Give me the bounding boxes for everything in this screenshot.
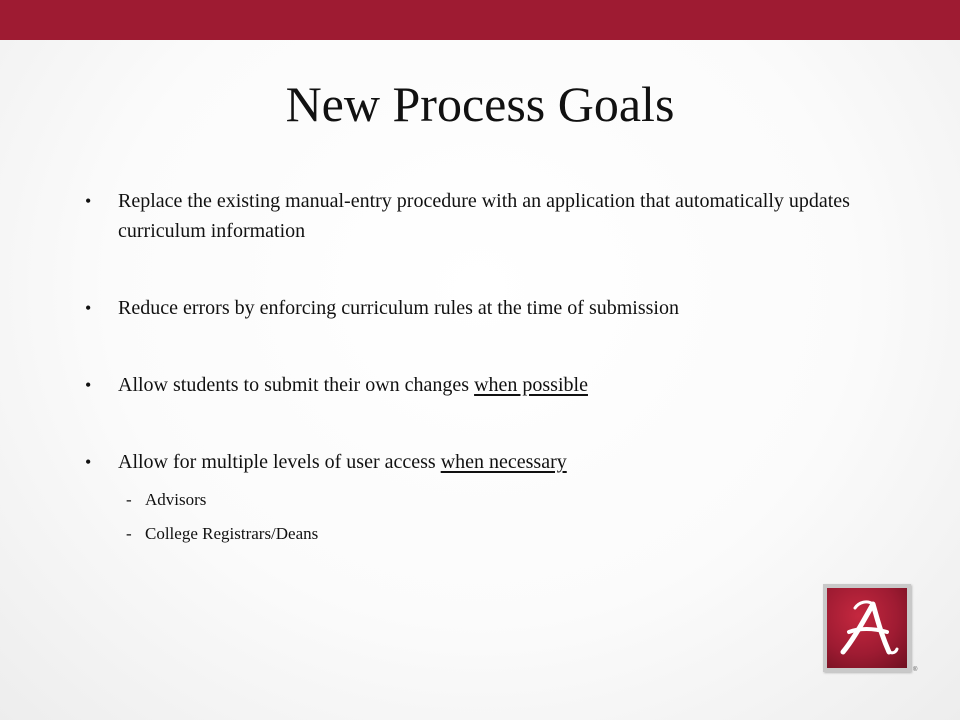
sub-bullet-item [85,483,885,517]
bullet-text: Reduce errors by enforcing curriculum rules at the time of submission [118,297,679,319]
sub-bullet-text: Advisors [145,490,207,509]
bullet-list [85,186,885,551]
dash-icon: - [126,490,132,509]
bullet-item [85,370,885,400]
sub-bullet-text: College Registrars/Deans [145,524,319,543]
bullet-icon: • [85,191,92,211]
script-a-logo [823,584,911,672]
slide-title: New Process Goals [285,76,675,132]
bullet-item [85,186,885,246]
bullet-text: Replace the existing manual-entry procedure with an application that automatically updates curriculum information [118,190,850,242]
top-accent-bar [0,0,960,40]
bullet-text: Allow for multiple levels of user access [118,451,441,473]
bullet-item [85,447,885,551]
sub-bullet-list [118,483,885,551]
bullet-icon: • [85,375,92,395]
bullet-icon: • [85,298,92,318]
dash-icon: - [126,524,132,543]
bullet-text: Allow students to submit their own changes [118,374,475,396]
bullet-item [85,293,885,323]
sub-bullet-item [85,517,885,551]
bullet-underlined-text: when necessary [440,451,567,473]
script-a-icon [833,594,901,662]
bullet-underlined-text: when possible [474,374,588,396]
bullet-icon: • [85,452,92,472]
trademark-symbol: ® [913,667,918,673]
